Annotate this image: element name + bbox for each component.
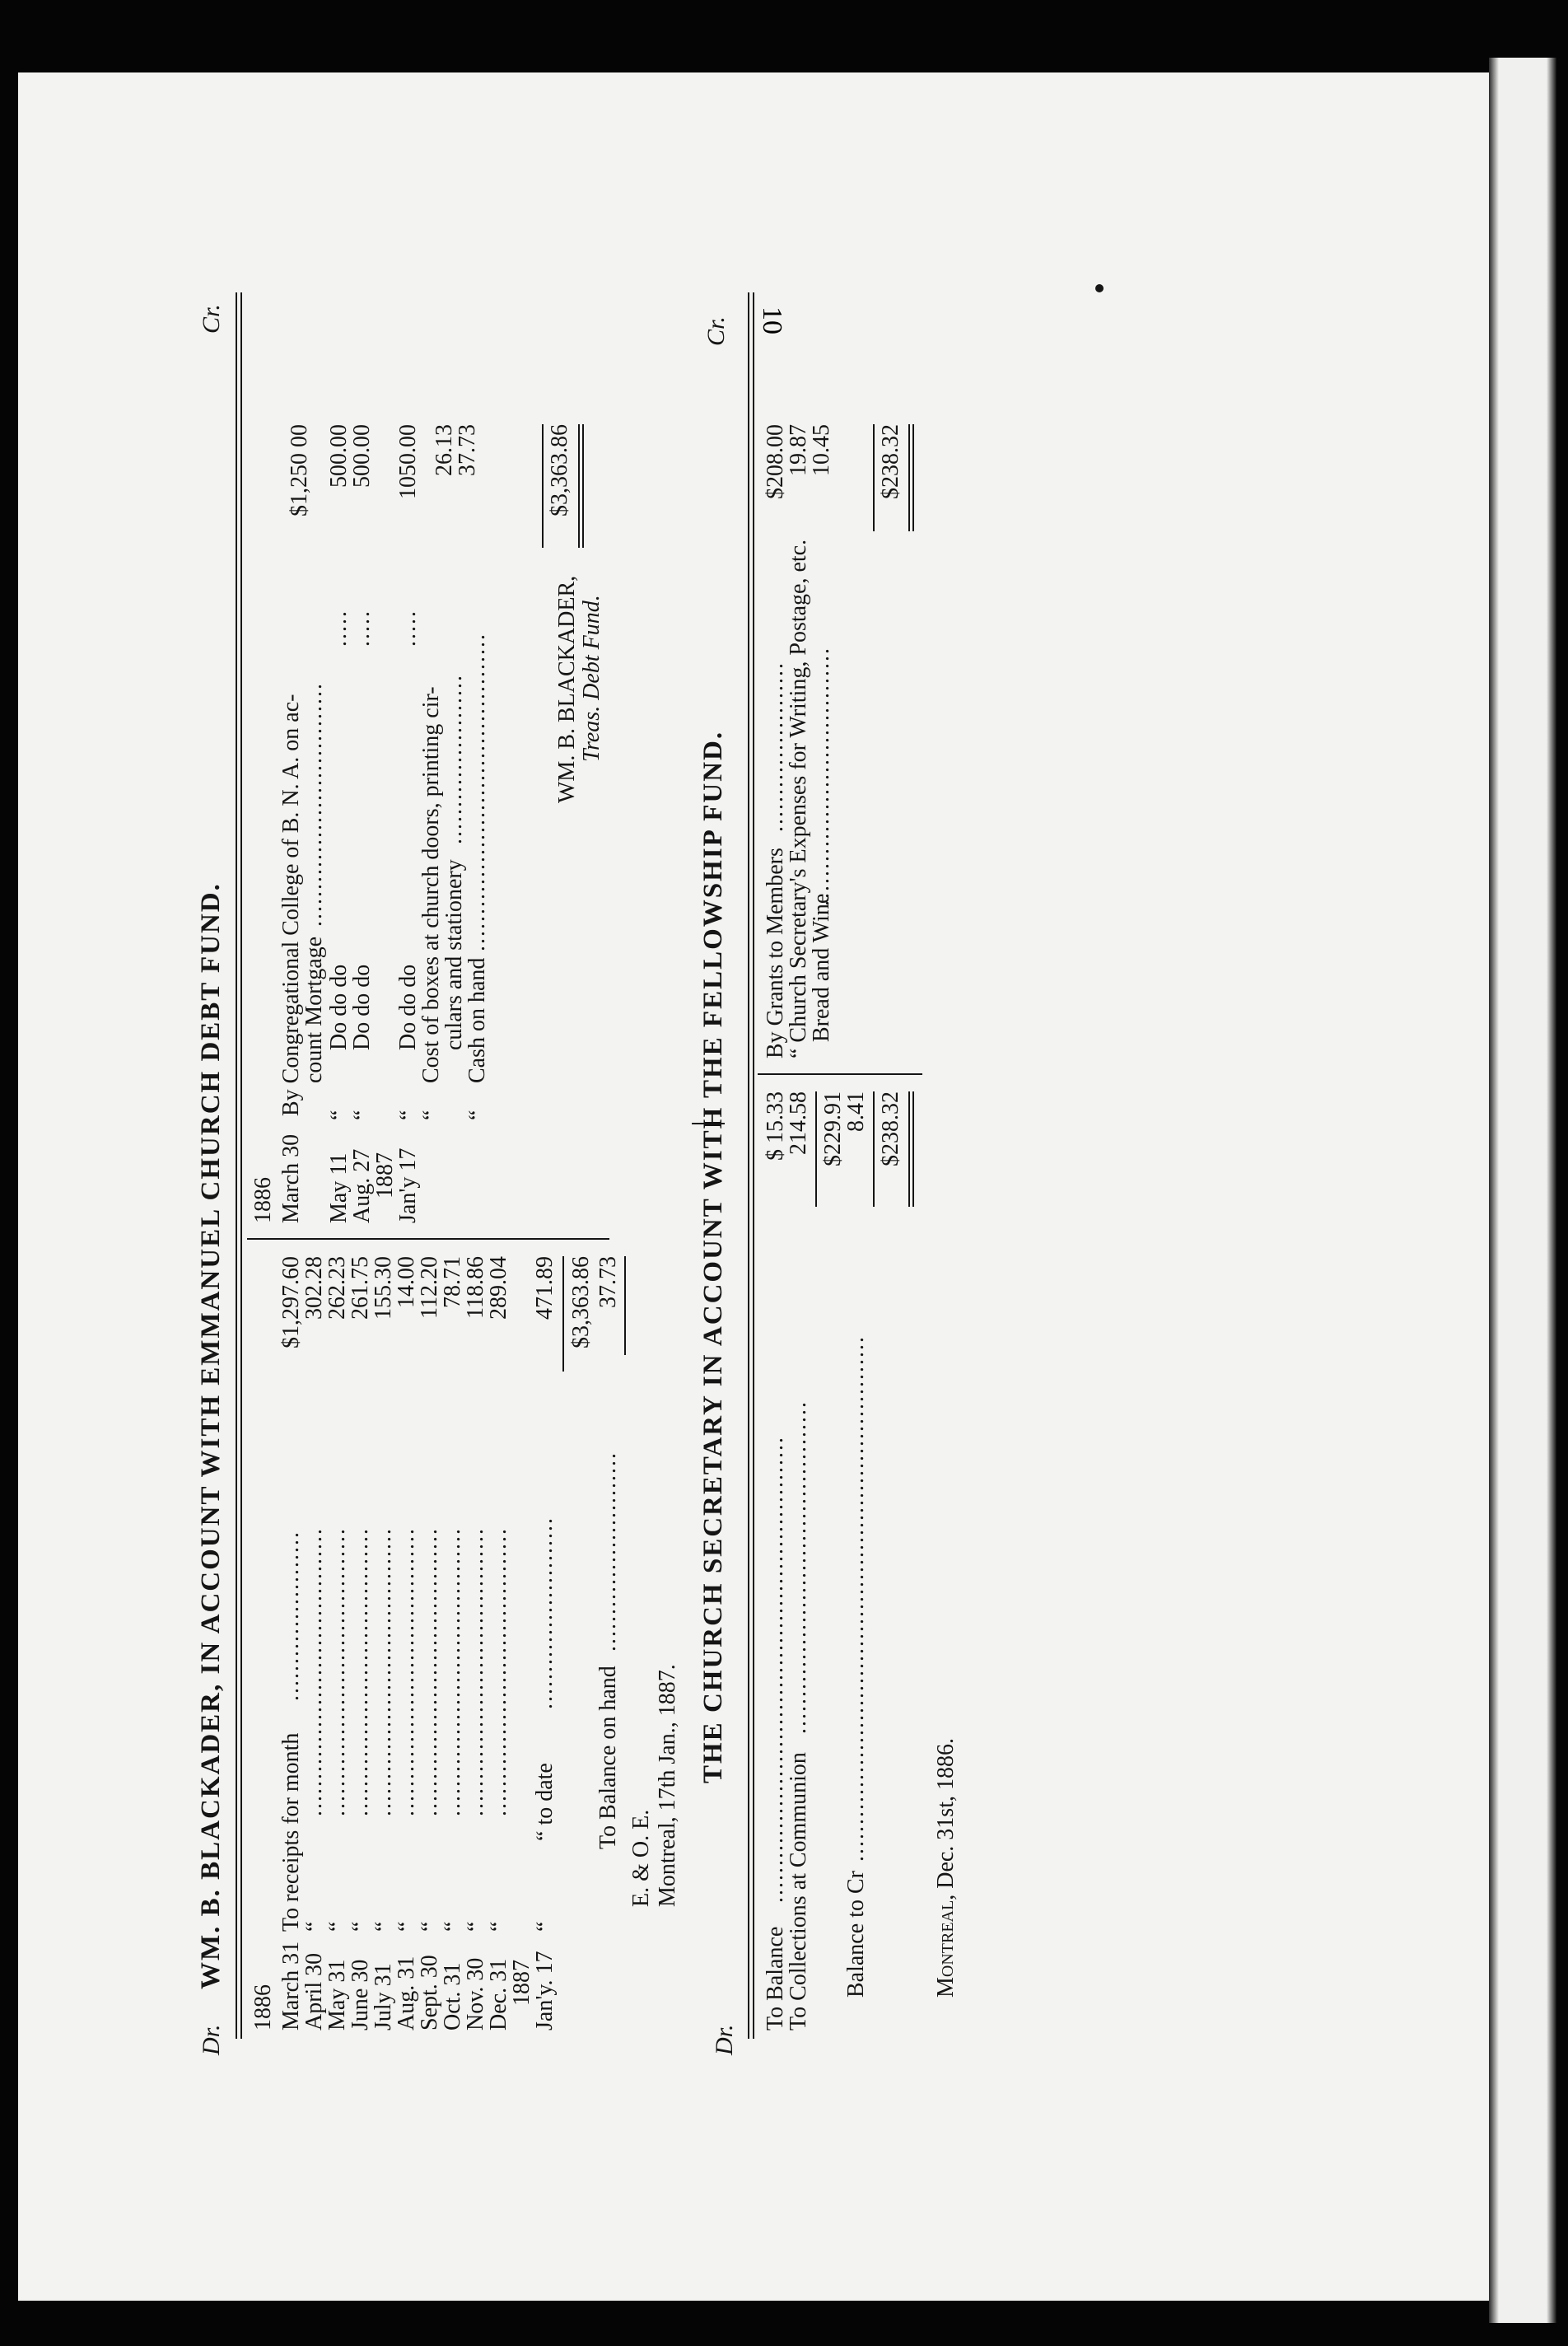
debit-date: March 31 xyxy=(278,1941,304,2031)
credit-quote: “ xyxy=(464,1110,490,1120)
balance-rule xyxy=(624,1256,626,1355)
place-date: Dec. 31st, 1886. xyxy=(933,1738,959,1889)
credit-amount: 37.73 xyxy=(455,424,480,476)
credit-amount: 1050.00 xyxy=(395,424,421,499)
place-city: Montreal, xyxy=(933,1894,959,1998)
credit-date: March 30 xyxy=(278,1133,304,1223)
credit-total-rule xyxy=(542,424,544,548)
leader-dots: ....................................... xyxy=(301,1527,327,1816)
debit-desc: “ xyxy=(440,1921,465,1932)
debt-fund-cr-label: Cr. xyxy=(198,304,225,334)
leader-dots: ....................................... xyxy=(463,1527,488,1816)
debt-debit-year-2: 1887 xyxy=(509,1960,534,2006)
credit-total-rule-3 xyxy=(582,424,584,548)
debit-amount: $1,297.60 xyxy=(278,1256,304,1348)
leader-dots: ....................................... xyxy=(417,1527,442,1816)
leader-dots: ....................................................................... xyxy=(843,1335,869,1862)
fellowship-credit-amount: $208.00 xyxy=(763,424,788,499)
leader-dots: ....................................... xyxy=(371,1527,396,1816)
credit-quote: “ xyxy=(395,1110,421,1120)
fellowship-debit-amount: 214.58 xyxy=(786,1091,811,1155)
debit-date: Jan'y. 17 xyxy=(532,1951,558,2031)
debit-date: June 30 xyxy=(348,1959,373,2031)
leader-dots: ..... xyxy=(349,610,375,647)
debit-date: Nov. 30 xyxy=(463,1957,488,2031)
credit-desc-2: culars and stationery xyxy=(441,859,467,1050)
fellowship-credit-desc: Bread and Wine xyxy=(809,893,834,1042)
credit-amount: $1,250 00 xyxy=(287,424,312,516)
credit-quote: “ xyxy=(418,1110,444,1120)
credit-total: $3,363.86 xyxy=(547,424,572,516)
debt-fund-rule-top-2 xyxy=(240,292,242,2039)
debit-date: May 31 xyxy=(324,1959,350,2031)
debit-amount: 14.00 xyxy=(394,1256,419,1308)
fellowship-cr-label: Cr. xyxy=(702,316,730,346)
fellowship-column-rule xyxy=(758,1073,922,1075)
leader-dots: ....................... xyxy=(763,661,788,832)
credit-date: Jan'y 17 xyxy=(395,1147,421,1223)
fellowship-dr-label: Dr. xyxy=(711,2024,738,2055)
debit-amount: 471.89 xyxy=(532,1256,558,1320)
fellowship-total-rule-3 xyxy=(912,1091,914,1207)
debit-desc: “ xyxy=(371,1921,396,1932)
leader-dots: ............................................................... xyxy=(763,1436,788,1903)
debit-amount: 262.23 xyxy=(324,1256,350,1320)
leader-dots: ................................. xyxy=(301,682,327,927)
leader-dots: ....................................... xyxy=(348,1527,373,1816)
leader-dots: ....................... xyxy=(441,674,467,844)
fellowship-debit-desc: To Collections at Communion xyxy=(786,1752,811,2031)
fellowship-credit-desc: “ Church Secretary's Expenses for Writing, Postage, etc. xyxy=(786,539,811,1059)
debit-total: $3,363.86 xyxy=(568,1256,594,1348)
fellowship-credit-amount: 19.87 xyxy=(786,424,811,476)
debt-balance-amount: 37.73 xyxy=(595,1256,621,1308)
fellowship-fund-title: THE CHURCH SECRETARY IN ACCOUNT WITH THE FELLOWSHIP FUND. xyxy=(698,730,728,1783)
credit-desc: Cost of boxes at church doors, printing cir- xyxy=(418,686,444,1083)
fellowship-total-rule-2 xyxy=(908,1091,910,1207)
credit-desc: Do do do xyxy=(326,964,352,1050)
credit-desc-2: count Mortgage xyxy=(301,936,327,1083)
fellowship-subtotal: $229.91 xyxy=(820,1091,846,1166)
debit-amount: 112.20 xyxy=(417,1256,442,1319)
leader-dots: ....................................... xyxy=(394,1527,419,1816)
fellowship-rule-top xyxy=(748,292,749,2039)
fellowship-credit-total-rule xyxy=(873,424,875,531)
leader-dots: ................................... xyxy=(809,647,834,906)
debt-balance-label: To Balance on hand xyxy=(595,1666,621,1849)
ink-speck xyxy=(1095,284,1104,292)
debt-place-date: Montreal, 17th Jan., 1887. xyxy=(655,1664,680,1907)
leader-dots: ....................................... xyxy=(440,1527,465,1816)
page-number: 10 xyxy=(757,306,787,334)
fellowship-credit-desc: By Grants to Members xyxy=(763,848,788,1059)
debit-desc: “ xyxy=(417,1921,442,1932)
debit-date: July 31 xyxy=(371,1963,396,2031)
debit-amount: 155.30 xyxy=(371,1256,396,1320)
book-spine xyxy=(1489,58,1556,2323)
signature-title: Treas. Debt Fund. xyxy=(579,595,604,762)
debt-fund-rule-top xyxy=(236,292,237,2039)
debt-debit-year: 1886 xyxy=(250,1984,276,2031)
debit-desc: To receipts for month xyxy=(278,1732,304,1932)
leader-dots: ..... xyxy=(395,610,421,647)
fellowship-credit-amount: 10.45 xyxy=(809,424,834,476)
credit-desc: Do do do xyxy=(395,964,421,1050)
credit-amount: 26.13 xyxy=(432,424,457,476)
credit-desc: Cash on hand xyxy=(464,957,490,1083)
signature-name: WM. B. BLACKADER, xyxy=(554,575,580,803)
fellowship-credit-total-rule-2 xyxy=(908,424,910,531)
fellowship-debit-desc: To Balance xyxy=(763,1926,788,2031)
debit-amount: 289.04 xyxy=(486,1256,511,1320)
credit-desc: By Congregational College of B. N. A. on ac- xyxy=(278,694,304,1116)
fellowship-title-tick xyxy=(692,1123,725,1124)
fellowship-total-rule xyxy=(873,1091,875,1207)
debit-desc: “ xyxy=(324,1921,350,1932)
debit-total-rule xyxy=(562,1256,564,1372)
rotated-ledger-page xyxy=(165,169,1449,2113)
leader-dots: ....................... xyxy=(278,1531,304,1701)
debit-desc-2: “ to date xyxy=(532,1763,558,1841)
fellowship-place-date xyxy=(935,1738,958,1998)
debit-desc: “ xyxy=(348,1921,373,1932)
debit-amount: 78.71 xyxy=(440,1256,465,1308)
credit-desc: Do do do xyxy=(349,964,375,1050)
fellowship-debit-total: $238.32 xyxy=(878,1091,903,1166)
leader-dots: ..... xyxy=(326,610,352,647)
leader-dots: ............................................. xyxy=(786,1400,811,1734)
credit-quote: “ xyxy=(326,1110,352,1120)
debt-credit-year-2: 1887 xyxy=(372,1152,398,1199)
debit-amount: 302.28 xyxy=(301,1256,327,1320)
credit-date: May 11 xyxy=(326,1152,352,1223)
debt-credit-year: 1886 xyxy=(250,1177,276,1223)
debt-fund-title: WM. B. BLACKADER, IN ACCOUNT WITH EMMANUEL CHURCH DEBT FUND. xyxy=(196,882,226,1989)
fellowship-credit-total: $238.32 xyxy=(878,424,903,499)
fellowship-balance-label: Balance to Cr xyxy=(843,1871,869,1998)
credit-quote: “ xyxy=(349,1110,375,1120)
eoe-note: E. & O. E. xyxy=(628,1809,654,1907)
leader-dots: .......................... xyxy=(532,1516,558,1709)
fellowship-subtotal-rule xyxy=(815,1091,817,1207)
leader-dots: ........................... xyxy=(595,1451,621,1652)
debit-amount: 118.86 xyxy=(463,1256,488,1319)
debit-desc: “ xyxy=(532,1921,558,1932)
debit-date: April 30 xyxy=(301,1952,327,2031)
leader-dots: ........................................... xyxy=(464,633,490,951)
debt-fund-dr-label: Dr. xyxy=(198,2024,225,2055)
leader-dots: ....................................... xyxy=(324,1527,350,1816)
fellowship-rule-top-2 xyxy=(753,292,754,2039)
fellowship-balance-amount: 8.41 xyxy=(843,1091,869,1132)
debit-date: Oct. 31 xyxy=(440,1962,465,2031)
credit-amount: 500.00 xyxy=(349,424,375,488)
debt-fund-column-rule xyxy=(247,1238,609,1240)
debit-desc: “ xyxy=(486,1921,511,1932)
leader-dots: ....................................... xyxy=(486,1527,511,1816)
debit-date: Dec. 31 xyxy=(486,1958,511,2031)
debit-desc: “ xyxy=(301,1921,327,1932)
credit-total-rule-2 xyxy=(578,424,580,548)
debit-desc: “ xyxy=(463,1921,488,1932)
debit-date: Sept. 30 xyxy=(417,1955,442,2031)
debit-amount: 261.75 xyxy=(348,1256,373,1320)
credit-date: Aug. 27 xyxy=(349,1148,375,1223)
debit-desc: “ xyxy=(394,1921,419,1932)
credit-amount: 500.00 xyxy=(326,424,352,488)
fellowship-credit-total-rule-3 xyxy=(912,424,914,531)
fellowship-debit-amount: $ 15.33 xyxy=(763,1091,788,1161)
debit-date: Aug. 31 xyxy=(394,1956,419,2031)
